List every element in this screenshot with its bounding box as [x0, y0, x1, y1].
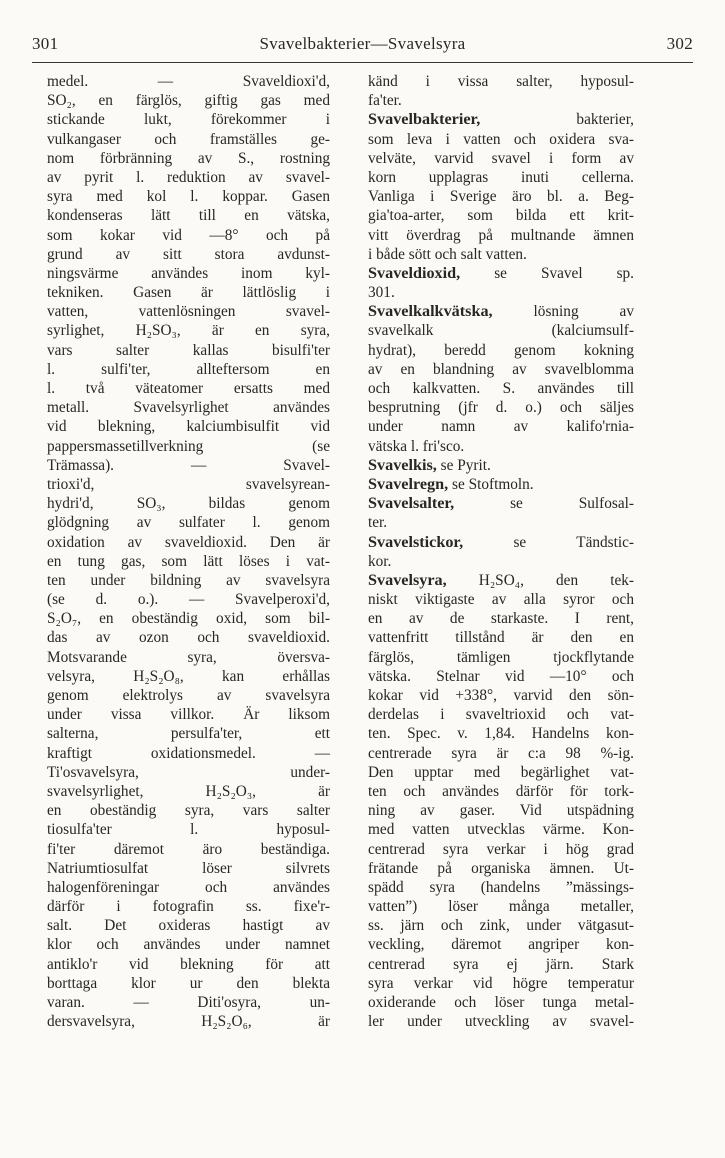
- text-line: vulkangaser och framställes ge-: [47, 130, 330, 148]
- text-line: stickande lukt, förekommer i: [47, 111, 330, 129]
- text-line: oxiderande och löser tunga metal-: [368, 994, 634, 1011]
- text-line: grund av sitt stora avdunst-: [47, 245, 330, 263]
- text-line: syra verkar vid högre temperatur: [368, 974, 634, 992]
- text-line: syra med kol l. koppar. Gasen: [47, 188, 330, 206]
- text-line: gia'toa-arter, som bilda ett krit-: [368, 207, 634, 225]
- text-line: därför i fotografin ss. fixe'r-: [47, 898, 330, 916]
- text-line: klor och användes under namnet: [47, 936, 330, 954]
- text-line: vattenfritt tillstånd är den en: [368, 629, 634, 647]
- text-line: antiklo'r vid blekning för att: [47, 955, 330, 973]
- text-line: (se d. o.). — Svavelperoxi'd,: [47, 591, 330, 609]
- text-line: ler under utveckling av svavel-: [368, 1013, 634, 1031]
- text-line: fa'ter.: [368, 92, 402, 110]
- text-line: av en blandning av svavelblomma: [368, 360, 634, 378]
- text-line: känd i vissa salter, hyposul-: [368, 73, 634, 90]
- text-line: vitt överdrag på multnande ämnen: [368, 226, 634, 244]
- text-line: under vissa villkor. Är liksom: [47, 706, 330, 724]
- text-line: ten och användes därför för tork-: [368, 782, 634, 800]
- text-line: Vanliga i Sverige äro bl. a. Beg-: [368, 188, 634, 206]
- text-line: Ti'osvavelsyra, under-: [47, 763, 330, 781]
- entry-svavelstickor: Svavelstickor, se Tändstic-: [368, 532, 634, 551]
- text-line: besprutning (jfr d. o.) och säljes: [368, 399, 634, 417]
- running-header: [32, 34, 693, 60]
- text-line: varan. — Diti'osyra, un-: [47, 994, 330, 1011]
- text-line: i både sött och salt vatten.: [368, 245, 527, 263]
- text-line: vars salter kallas bisulfi'ter: [47, 341, 330, 359]
- text-line: centrerad syra verkar i hög grad: [368, 840, 634, 858]
- text-line: l. två väteatomer ersatts med: [47, 380, 330, 397]
- text-line: en av de starkaste. I rent,: [368, 610, 634, 628]
- text-line: en obeständig syra, vars salter: [47, 802, 330, 820]
- text-line: svavelsyrlighet, H₂S₂O₃, är: [47, 782, 330, 800]
- text-line: och kalkvatten. S. användes till: [368, 380, 634, 397]
- entry-svavelbakterier: Svavelbakterier, bakterier,: [368, 110, 634, 129]
- right-column: [368, 72, 634, 1031]
- text-line: S₂O₇, en obeständig oxid, som bil-: [47, 610, 330, 628]
- text-line: das av ozon och svaveldioxid.: [47, 629, 330, 647]
- text-line: nom förbränning av S., rostning: [47, 149, 330, 167]
- text-line: kokar vid +338°, varvid den sön-: [368, 687, 634, 704]
- text-line: kraftigt oxidationsmedel. —: [47, 744, 330, 762]
- text-line: borttaga klor ur den blekta: [47, 974, 330, 992]
- entry-svavelsalter: Svavelsalter, se Sulfosal-: [368, 494, 634, 513]
- entry-svavelregn: Svavelregn, se Stoftmoln.: [368, 474, 534, 493]
- text-line: Trämassa). — Svavel-: [47, 456, 330, 474]
- text-line: ningsvärme användes inom kyl-: [47, 264, 330, 282]
- text-line: Motsvarande syra, översva-: [47, 648, 330, 666]
- text-line: oxidation av svaveldioxid. Den är: [47, 533, 330, 551]
- text-line: glödgning av sulfater l. genom: [47, 514, 330, 532]
- text-line: vatten”) löser många metaller,: [368, 898, 634, 916]
- entry-svaveldioxid: Svaveldioxid, se Svavel sp.: [368, 263, 634, 282]
- entry-headword: Svavelstickor,: [368, 532, 464, 551]
- text-line: velsyra, H₂S₂O₈, kan erhållas: [47, 667, 330, 685]
- text-line: hydri'd, SO₃, bildas genom: [47, 495, 330, 513]
- text-line: velväte, varvid svavel i form av: [368, 149, 634, 167]
- page-number-left: 301: [32, 34, 59, 53]
- entry-headword: Svavelkalkvätska,: [368, 302, 493, 321]
- text-line: hydrat), beredd genom kokning: [368, 341, 634, 359]
- text-line: med vatten utvecklas värme. Kon-: [368, 821, 634, 839]
- text-line: metall. Svavelsyrlighet användes: [47, 399, 330, 417]
- text-line: som leva i vatten och oxidera sva-: [368, 130, 634, 148]
- entry-svavelsyra: Svavelsyra, H₂SO₄, den tek-: [368, 570, 634, 589]
- entry-headword: Svaveldioxid,: [368, 263, 461, 282]
- text-line: tekniken. Gasen är lättlöslig i: [47, 284, 330, 302]
- text-line: vid blekning, kalciumbisulfit vid: [47, 418, 330, 436]
- entry-headword: Svavelkis,: [368, 455, 437, 474]
- text-line: vätska l. fri'sco.: [368, 437, 465, 455]
- text-line: pappersmassetillverkning (se: [47, 437, 330, 455]
- entry-headword: Svavelregn,: [368, 474, 449, 493]
- entry-headword: Svavelsyra,: [368, 570, 447, 589]
- text-line: salterna, persulfa'ter, ett: [47, 725, 330, 743]
- entry-headword: Svavelsalter,: [368, 494, 455, 513]
- page-number-right: 302: [666, 34, 693, 53]
- entry-svavelkalkvatska: Svavelkalkvätska, lösning av: [368, 302, 634, 321]
- text-line: ss. järn och zink, under vätgasut-: [368, 917, 634, 935]
- text-line: ten. Spec. v. 1,84. Handelns kon-: [368, 725, 634, 743]
- text-line: medel. — Svaveldioxi'd,: [47, 73, 330, 90]
- text-line: under namn av kalifo'rnia-: [368, 418, 634, 436]
- text-line: spädd syra (handelns ”mässings-: [368, 878, 634, 896]
- text-line: niskt viktigaste av alla syror och: [368, 591, 634, 609]
- text-line: ning av gaser. Vid utspädning: [368, 802, 634, 820]
- text-line: ten under bildning av svavelsyra: [47, 571, 330, 589]
- text-line: l. sulfi'ter, allteftersom en: [47, 360, 330, 378]
- text-line: veckling, däremot angriper kon-: [368, 936, 634, 954]
- text-line: vätska. Stelnar vid —10° och: [368, 667, 634, 685]
- text-line: svavelkalk (kalciumsulf-: [368, 322, 634, 340]
- entry-svavelkis: Svavelkis, se Pyrit.: [368, 455, 491, 474]
- text-line: derdelas i svaveltrioxid och vat-: [368, 706, 634, 724]
- text-line: SO₂, en färglös, giftig gas med: [47, 92, 330, 110]
- text-line: genom elektrolys av svavelsyra: [47, 687, 330, 704]
- text-line: Den upptar med begärlighet vat-: [368, 763, 634, 781]
- text-line: fi'ter däremot äro beständiga.: [47, 840, 330, 858]
- text-line: Natriumtiosulfat löser silvrets: [47, 859, 330, 877]
- text-line: halogenföreningar och användes: [47, 878, 330, 896]
- text-line: som kokar vid —8° och på: [47, 226, 330, 244]
- text-line: 301.: [368, 284, 395, 302]
- left-column: [47, 72, 330, 1031]
- text-line: tiosulfa'ter l. hyposul-: [47, 821, 330, 839]
- running-title: Svavelbakterier—Svavelsyra: [259, 34, 466, 53]
- text-line: trioxi'd, svavelsyrean-: [47, 475, 330, 493]
- entry-headword: Svavelbakterier,: [368, 110, 481, 129]
- text-line: en tung gas, som lätt löses i vat-: [47, 552, 330, 570]
- text-line: centrerade syra är c:a 98 %-ig.: [368, 744, 634, 762]
- text-line: frätande på organiska ämnen. Ut-: [368, 859, 634, 877]
- text-line: centrerad syra ej järn. Stark: [368, 955, 634, 973]
- text-line: färglös, tämligen tjockflytande: [368, 648, 634, 666]
- text-line: ter.: [368, 514, 388, 532]
- text-line: av pyrit l. reduktion av svavel-: [47, 168, 330, 186]
- text-line: kor.: [368, 552, 392, 570]
- text-line: vatten, vattenlösningen svavel-: [47, 303, 330, 321]
- text-line: syrlighet, H₂SO₃, är en syra,: [47, 322, 330, 340]
- text-line: korn upplagras inuti cellerna.: [368, 168, 634, 186]
- header-rule: [32, 62, 693, 63]
- text-line: kondenseras lätt till en vätska,: [47, 207, 330, 225]
- text-line: salt. Det oxideras hastigt av: [47, 917, 330, 935]
- text-line: dersvavelsyra, H₂S₂O₆, är: [47, 1013, 330, 1031]
